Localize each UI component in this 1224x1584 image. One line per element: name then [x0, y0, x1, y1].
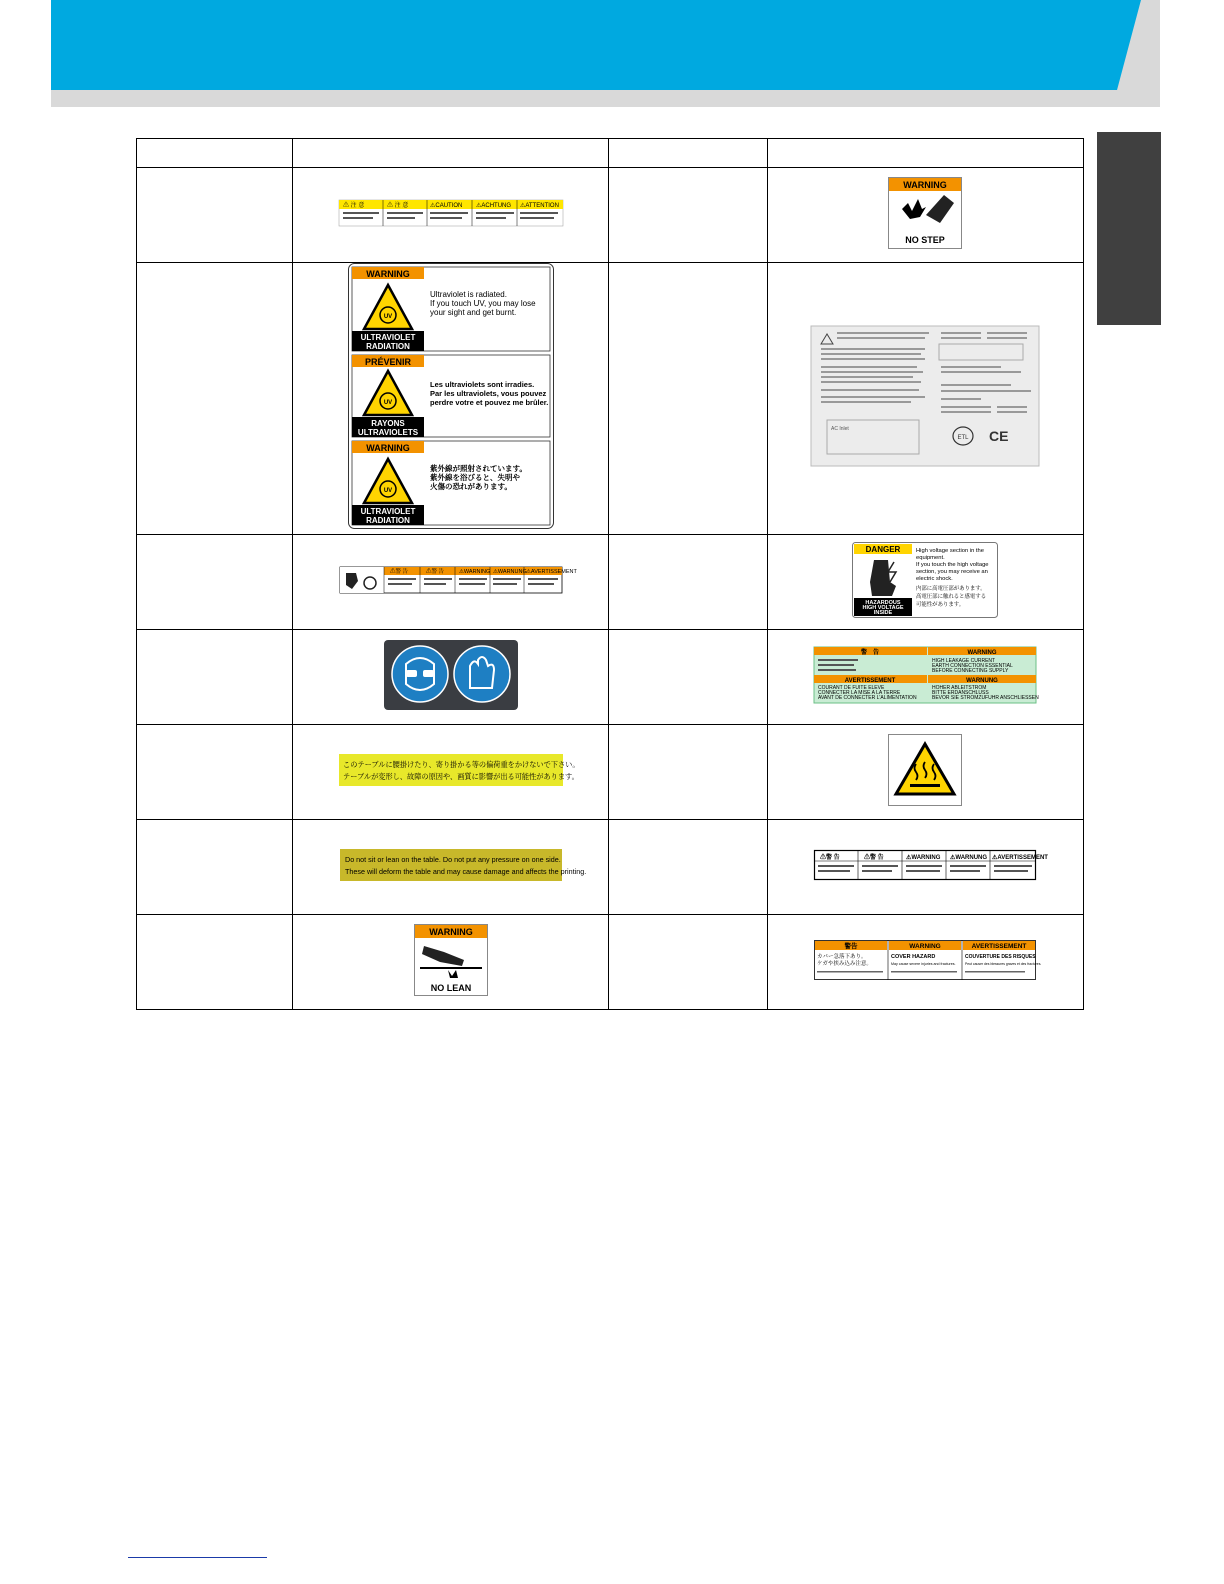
label-header-de: ⚠ACHTUNG: [475, 202, 511, 209]
label-header-de: ⚠WARNUNG: [492, 568, 527, 575]
label-image-cell: [293, 263, 609, 535]
table-caution-jp-line1: このテーブルに腰掛けたり、寄り掛かる等の偏荷重をかけないで下さい。: [342, 759, 580, 769]
uv-symbol-text: UV: [383, 400, 392, 406]
cover-header-en: WARNING: [909, 942, 942, 950]
label-header-fr: ⚠AVERTISSEMENT: [525, 568, 577, 575]
uv-caption-2b: ULTRAVIOLETS: [357, 428, 418, 437]
cover-text-jp1: カバー急落下あり。: [817, 953, 867, 960]
reorder-number-cell: [137, 915, 293, 1010]
label-caption: NO LEAN: [430, 982, 472, 993]
label-header-jp2: ⚠警 告: [864, 854, 884, 861]
leak-header-fr: AVERTISSEMENT: [845, 677, 896, 684]
danger-text-3: If you touch the high voltage: [916, 561, 989, 568]
uv-text-2c: perdre votre et pouvez me brûler.: [429, 398, 549, 407]
table-row: [137, 820, 1084, 915]
label-header-jp1: ⚠警 告: [389, 568, 408, 575]
reorder-number-cell: [137, 820, 293, 915]
label-header-en: ⚠WARNING: [458, 568, 491, 575]
table-caution-label-en: [340, 849, 587, 881]
table-row: [137, 725, 1084, 820]
table-header-row: [137, 139, 1084, 168]
uv-symbol-text: UV: [383, 488, 392, 494]
reorder-number-cell: [137, 725, 293, 820]
cover-text-fr1: COUVERTURE DES RISQUES: [965, 953, 1036, 960]
reorder-number-cell: [609, 915, 767, 1010]
label-image-cell: [293, 725, 609, 820]
uv-caption-1b: RADIATION: [365, 342, 410, 351]
leak-header-jp: 警 告: [861, 649, 880, 656]
cover-hazard-warning-label: [814, 940, 1042, 980]
uv-header-3: WARNING: [366, 443, 410, 453]
table-caution-en-line1: Do not sit or lean on the table. Do not put any pressure on one side.: [344, 854, 561, 864]
ce-mark: CE: [989, 428, 1009, 444]
reorder-number-cell: [137, 535, 293, 630]
uv-text-3c: 火傷の恐れがあります。: [429, 482, 512, 491]
label-header-fr: ⚠ATTENTION: [519, 202, 559, 209]
reorder-number-cell: [609, 263, 767, 535]
uv-text-2b: Par les ultraviolets, vous pouvez: [429, 389, 547, 398]
cover-text-en1: COVER HAZARD: [891, 953, 936, 960]
danger-text-1: High voltage section in the: [916, 547, 985, 554]
hot-surface-label: [888, 734, 962, 806]
header-banner: [51, 0, 1141, 90]
reorder-number-cell: [609, 535, 767, 630]
label-header-en: ⚠WARNING: [906, 854, 941, 861]
table-row: [137, 168, 1084, 263]
danger-caption-3: INSIDE: [874, 609, 893, 616]
reorder-number-cell: [609, 630, 767, 725]
uv-text-1b: If you touch UV, you may lose: [429, 299, 536, 308]
label-header-jp1: ⚠警 告: [820, 854, 840, 861]
no-step-warning-label: [888, 177, 962, 249]
warning-header: WARNING: [903, 179, 948, 190]
danger-text-jp3: 可能性があります。: [916, 601, 965, 608]
cover-text-fr2: Peut causer des blessures graves et des fractures.: [965, 961, 1042, 966]
uv-caption-2a: RAYONS: [371, 419, 405, 428]
uv-text-3b: 紫外線を浴びると、失明や: [429, 473, 520, 482]
leak-header-de: WARNUNG: [966, 677, 999, 684]
table-caution-en-line2: These will deform the table and may cause damage and affects the printing.: [344, 866, 587, 876]
uv-caption-3a: ULTRAVIOLET: [360, 507, 416, 516]
uv-caption-1a: ULTRAVIOLET: [360, 333, 416, 342]
ac-inlet-text: AC Inlet: [831, 426, 850, 432]
protective-gloves-icon: [454, 646, 510, 702]
cover-header-jp: 警告: [844, 942, 858, 950]
leak-text-fr3: AVANT DE CONNECTER L'ALIMENTATION: [818, 694, 917, 701]
reorder-number-cell: [137, 263, 293, 535]
table-row: [137, 630, 1084, 725]
danger-text-2: equipment.: [916, 554, 945, 561]
uv-text-1c: your sight and get burnt.: [429, 308, 517, 317]
label-header-de: ⚠WARNUNG: [950, 854, 988, 861]
label-image-cell: [293, 168, 609, 263]
leak-text-fr1: COURANT DE FUITE ELEVE: [818, 684, 885, 691]
leak-text-en1: HIGH LEAKAGE CURRENT: [932, 657, 996, 664]
label-image-cell: [767, 535, 1083, 630]
table-caution-label-jp: [339, 754, 580, 786]
label-header-fr: ⚠AVERTISSEMENT: [992, 854, 1049, 861]
danger-caption-1: HAZARDOUS: [865, 599, 901, 606]
cover-header-fr: AVERTISSEMENT: [971, 942, 1027, 950]
label-header-jp2: ⚠ 注 意: [386, 202, 409, 209]
multilingual-warning-label: [814, 850, 1049, 880]
table-caution-jp-line2: テーブルが変形し、故障の原因や、画質に影響が出る可能性があります。: [342, 771, 579, 781]
rating-plate-label: [811, 326, 1039, 466]
uv-text-2a: Les ultraviolets sont irradies.: [429, 380, 535, 389]
uv-text-1a: Ultraviolet is radiated.: [429, 290, 507, 299]
header-cell-4: [767, 139, 1083, 168]
reorder-number-cell: [609, 168, 767, 263]
reorder-number-cell: [137, 168, 293, 263]
label-header-en: ⚠CAUTION: [429, 202, 463, 209]
label-image-cell: [767, 915, 1083, 1010]
uv-radiation-warning-label: [348, 263, 554, 529]
leak-text-en2: EARTH CONNECTION ESSENTIAL: [932, 662, 1014, 669]
danger-text-5: electric shock.: [916, 575, 954, 582]
leak-text-de3: BEVOR SIE STROMZUFUHR ANSCHLIESSEN: [932, 694, 1039, 701]
reorder-number-cell: [137, 630, 293, 725]
chapter-side-tab: [1097, 132, 1161, 325]
uv-text-3a: 紫外線が照射されています。: [429, 464, 527, 473]
leak-header-en: WARNING: [967, 649, 997, 656]
safety-goggles-icon: [392, 646, 448, 702]
danger-text-4: section, you may receive an: [916, 568, 989, 575]
etl-mark-text: ETL: [957, 435, 969, 441]
label-header-jp1: ⚠ 注 意: [342, 202, 365, 209]
warning-header: WARNING: [429, 926, 473, 937]
label-image-cell: [767, 168, 1083, 263]
danger-header: DANGER: [865, 544, 901, 554]
uv-caption-3b: RADIATION: [365, 516, 410, 525]
label-image-cell: [293, 820, 609, 915]
leak-text-en3: BEFORE CONNECTING SUPPLY: [932, 667, 1009, 674]
label-image-cell: [767, 630, 1083, 725]
head-hazard-warning-label: [340, 567, 577, 593]
header-cell-1: [137, 139, 293, 168]
header-cell-3: [609, 139, 767, 168]
leak-text-de2: BITTE ERDANSCHLUSS: [932, 689, 989, 696]
reorder-number-cell: [609, 820, 767, 915]
label-header-jp2: ⚠警 告: [425, 568, 444, 575]
label-image-cell: [767, 725, 1083, 820]
leak-text-de1: HOHER ABLEITSTROM: [932, 684, 987, 691]
no-lean-warning-label: [414, 924, 488, 996]
label-image-cell: [293, 915, 609, 1010]
danger-caption-2: HIGH VOLTAGE: [862, 604, 904, 611]
danger-text-jp1: 内部に高電圧部があります。: [916, 585, 986, 592]
label-image-cell: [767, 263, 1083, 535]
leak-text-fr2: CONNECTER LA MISE A LA TERRE: [818, 689, 901, 696]
table-row: [137, 263, 1084, 535]
uv-header-1: WARNING: [366, 269, 410, 279]
leakage-current-warning-label: [814, 647, 1039, 703]
label-image-cell: [767, 820, 1083, 915]
table-row: [137, 915, 1084, 1010]
warning-labels-table: [136, 138, 1084, 1010]
high-voltage-danger-label: [852, 542, 998, 618]
reorder-number-cell: [609, 725, 767, 820]
uv-header-2: PRÉVENIR: [364, 357, 411, 367]
label-caption: NO STEP: [905, 234, 946, 245]
footer-link-underline: [128, 1557, 267, 1558]
label-image-cell: [293, 630, 609, 725]
label-image-cell: [293, 535, 609, 630]
cover-text-en2: May cause severe injuries and fractures.: [891, 961, 956, 966]
danger-text-jp2: 高電圧部に触れると感電する: [916, 593, 987, 600]
header-cell-2: [293, 139, 609, 168]
uv-symbol-text: UV: [383, 314, 392, 320]
table-row: [137, 535, 1084, 630]
protective-gear-label: [384, 640, 518, 710]
moving-carriage-caution-label: [339, 200, 563, 226]
cover-text-jp2: ケガや挟み込み注意。: [817, 960, 873, 967]
